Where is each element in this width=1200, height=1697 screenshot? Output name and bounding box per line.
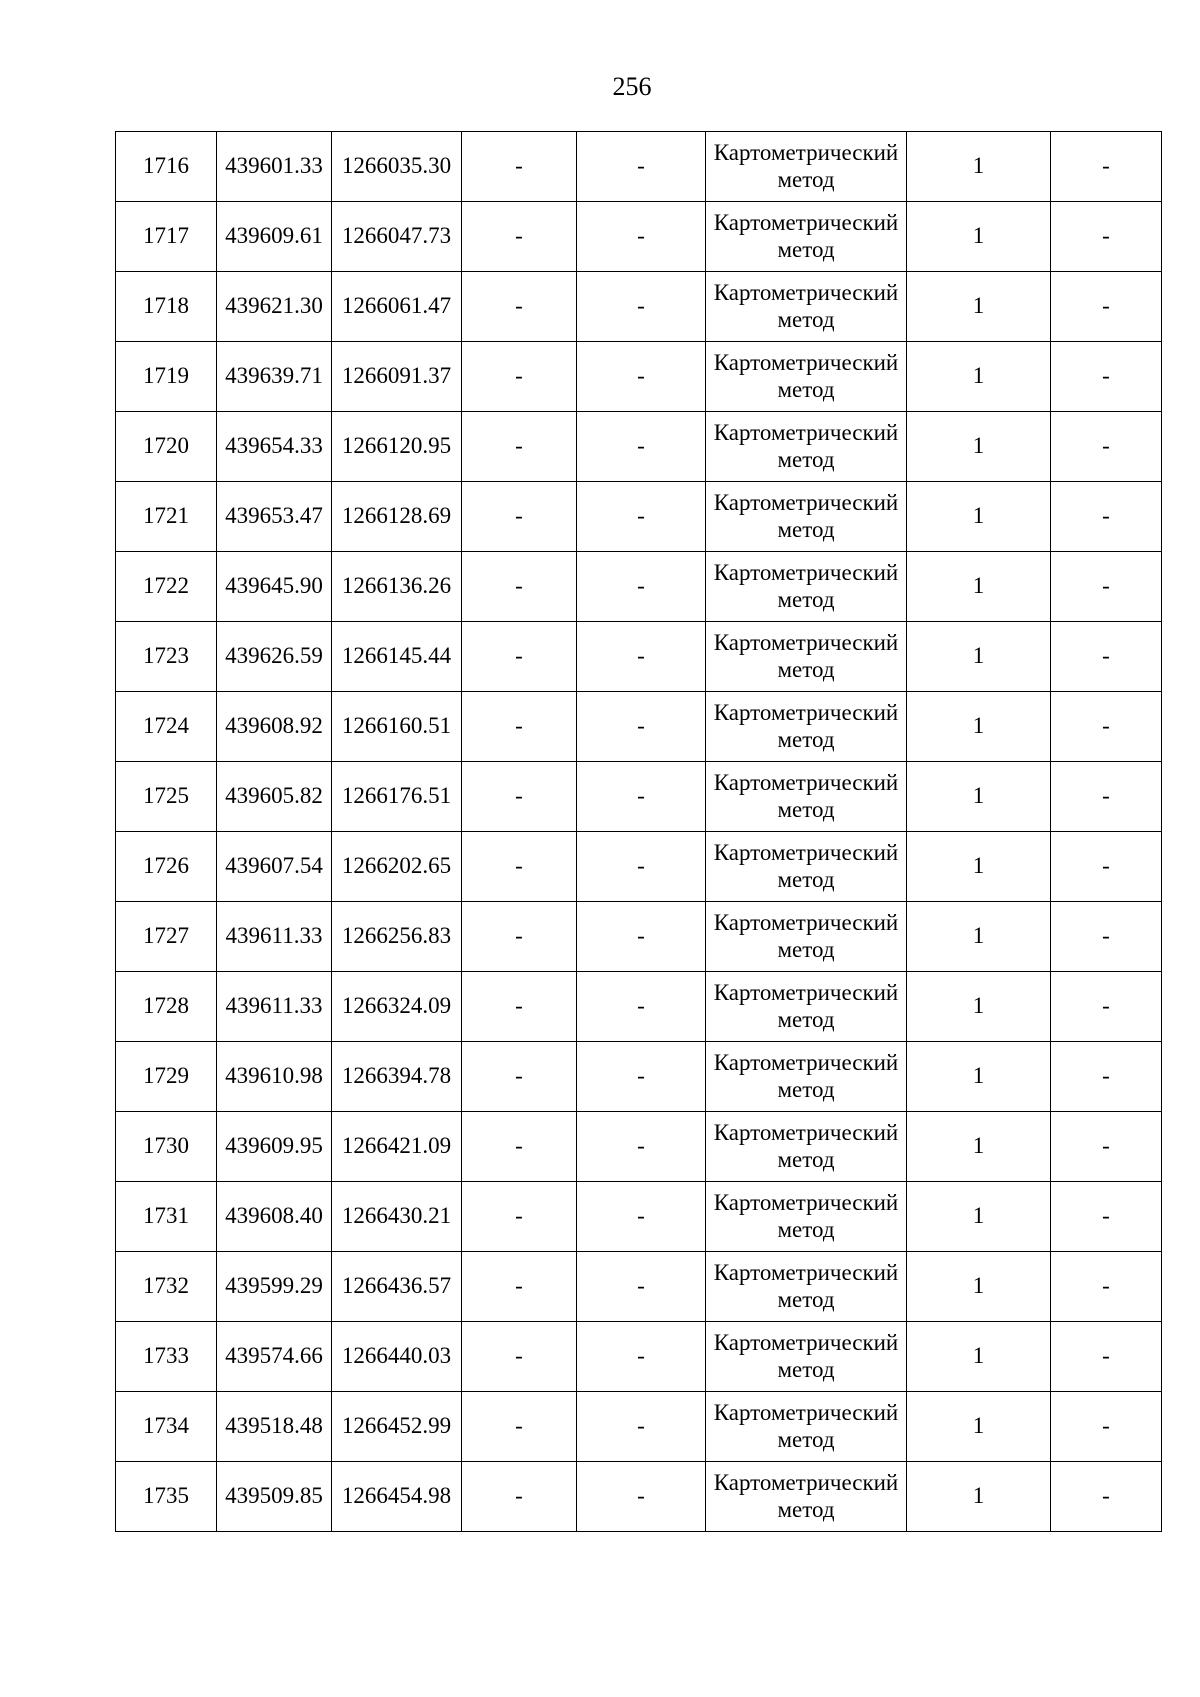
point-number-cell: 1732 (116, 1252, 217, 1322)
point-number-cell: 1724 (116, 692, 217, 762)
empty-value-cell: - (1051, 412, 1162, 482)
method-cell (706, 132, 907, 202)
accuracy-cell: 1 (907, 972, 1051, 1042)
empty-value-cell: - (462, 692, 577, 762)
point-number-cell: 1717 (116, 202, 217, 272)
method-cell (706, 1462, 907, 1532)
empty-value-cell: - (577, 1112, 706, 1182)
empty-value-cell: - (577, 412, 706, 482)
empty-value-cell: - (462, 202, 577, 272)
method-cell (706, 972, 907, 1042)
accuracy-cell: 1 (907, 832, 1051, 902)
accuracy-cell: 1 (907, 412, 1051, 482)
accuracy-cell: 1 (907, 202, 1051, 272)
empty-value-cell: - (577, 342, 706, 412)
method-cell (706, 1182, 907, 1252)
method-text: метод (777, 796, 835, 822)
point-number-cell: 1735 (116, 1462, 217, 1532)
empty-value-cell: - (462, 1322, 577, 1392)
y-coordinate-cell: 1266091.37 (332, 342, 462, 412)
empty-value-cell: - (1051, 1182, 1162, 1252)
empty-value-cell: - (577, 972, 706, 1042)
table-row (116, 1182, 1162, 1252)
method-text: метод (777, 516, 835, 542)
empty-value-cell: - (1051, 622, 1162, 692)
point-number-cell: 1729 (116, 1042, 217, 1112)
table-row (116, 1392, 1162, 1462)
empty-value-cell: - (577, 1462, 706, 1532)
point-number-cell: 1727 (116, 902, 217, 972)
empty-value-cell: - (577, 552, 706, 622)
x-coordinate-cell: 439609.95 (217, 1112, 332, 1182)
table-row (116, 132, 1162, 202)
empty-value-cell: - (462, 1182, 577, 1252)
empty-value-cell: - (577, 622, 706, 692)
accuracy-cell: 1 (907, 762, 1051, 832)
method-text: метод (777, 1216, 835, 1242)
y-coordinate-cell: 1266394.78 (332, 1042, 462, 1112)
empty-value-cell: - (577, 1182, 706, 1252)
accuracy-cell: 1 (907, 1322, 1051, 1392)
table-row (116, 972, 1162, 1042)
table-row (116, 552, 1162, 622)
table-row (116, 202, 1162, 272)
table-row (116, 692, 1162, 762)
table-row (116, 272, 1162, 342)
page-number: 256 (612, 72, 652, 101)
method-cell (706, 1112, 907, 1182)
empty-value-cell: - (577, 1392, 706, 1462)
y-coordinate-cell: 1266160.51 (332, 692, 462, 762)
empty-value-cell: - (1051, 832, 1162, 902)
empty-value-cell: - (462, 622, 577, 692)
method-text: Картометрический (713, 140, 899, 166)
method-text: Картометрический (713, 910, 899, 936)
empty-value-cell: - (577, 1252, 706, 1322)
empty-value-cell: - (577, 1322, 706, 1392)
empty-value-cell: - (1051, 1252, 1162, 1322)
accuracy-cell: 1 (907, 1392, 1051, 1462)
method-text: метод (777, 866, 835, 892)
accuracy-cell: 1 (907, 902, 1051, 972)
point-number-cell: 1716 (116, 132, 217, 202)
method-cell (706, 902, 907, 972)
x-coordinate-cell: 439626.59 (217, 622, 332, 692)
empty-value-cell: - (1051, 132, 1162, 202)
x-coordinate-cell: 439608.40 (217, 1182, 332, 1252)
accuracy-cell: 1 (907, 692, 1051, 762)
table-row (116, 1322, 1162, 1392)
method-cell (706, 692, 907, 762)
accuracy-cell: 1 (907, 1042, 1051, 1112)
method-cell (706, 1392, 907, 1462)
empty-value-cell: - (462, 1392, 577, 1462)
empty-value-cell: - (1051, 552, 1162, 622)
x-coordinate-cell: 439609.61 (217, 202, 332, 272)
method-text: метод (777, 1006, 835, 1032)
x-coordinate-cell: 439610.98 (217, 1042, 332, 1112)
method-cell (706, 202, 907, 272)
point-number-cell: 1730 (116, 1112, 217, 1182)
x-coordinate-cell: 439621.30 (217, 272, 332, 342)
x-coordinate-cell: 439605.82 (217, 762, 332, 832)
x-coordinate-cell: 439599.29 (217, 1252, 332, 1322)
empty-value-cell: - (577, 132, 706, 202)
empty-value-cell: - (577, 202, 706, 272)
empty-value-cell: - (1051, 692, 1162, 762)
accuracy-cell: 1 (907, 272, 1051, 342)
empty-value-cell: - (462, 132, 577, 202)
empty-value-cell: - (462, 342, 577, 412)
method-text: метод (777, 376, 835, 402)
accuracy-cell: 1 (907, 622, 1051, 692)
table-row (116, 622, 1162, 692)
coordinates-table (115, 131, 1162, 1532)
method-text: метод (777, 306, 835, 332)
method-text: метод (777, 1426, 835, 1452)
table-row (116, 1252, 1162, 1322)
y-coordinate-cell: 1266061.47 (332, 272, 462, 342)
point-number-cell: 1726 (116, 832, 217, 902)
method-text: Картометрический (713, 840, 899, 866)
y-coordinate-cell: 1266421.09 (332, 1112, 462, 1182)
y-coordinate-cell: 1266202.65 (332, 832, 462, 902)
empty-value-cell: - (1051, 1322, 1162, 1392)
method-text: Картометрический (713, 630, 899, 656)
empty-value-cell: - (462, 1252, 577, 1322)
table-body (116, 132, 1162, 1532)
method-text: метод (777, 936, 835, 962)
method-text: Картометрический (713, 1400, 899, 1426)
empty-value-cell: - (577, 762, 706, 832)
y-coordinate-cell: 1266035.30 (332, 132, 462, 202)
method-text: Картометрический (713, 420, 899, 446)
empty-value-cell: - (577, 1042, 706, 1112)
point-number-cell: 1731 (116, 1182, 217, 1252)
empty-value-cell: - (462, 1042, 577, 1112)
point-number-cell: 1720 (116, 412, 217, 482)
method-text: метод (777, 166, 835, 192)
x-coordinate-cell: 439653.47 (217, 482, 332, 552)
empty-value-cell: - (462, 1112, 577, 1182)
accuracy-cell: 1 (907, 1252, 1051, 1322)
y-coordinate-cell: 1266324.09 (332, 972, 462, 1042)
table-row (116, 832, 1162, 902)
table-row (116, 412, 1162, 482)
point-number-cell: 1733 (116, 1322, 217, 1392)
accuracy-cell: 1 (907, 482, 1051, 552)
x-coordinate-cell: 439611.33 (217, 972, 332, 1042)
accuracy-cell: 1 (907, 1182, 1051, 1252)
method-cell (706, 342, 907, 412)
method-text: Картометрический (713, 1260, 899, 1286)
empty-value-cell: - (1051, 272, 1162, 342)
method-text: Картометрический (713, 1330, 899, 1356)
method-cell (706, 412, 907, 482)
method-text: метод (777, 1286, 835, 1312)
empty-value-cell: - (462, 1462, 577, 1532)
method-text: Картометрический (713, 490, 899, 516)
empty-value-cell: - (1051, 202, 1162, 272)
empty-value-cell: - (1051, 902, 1162, 972)
method-text: Картометрический (713, 350, 899, 376)
empty-value-cell: - (577, 832, 706, 902)
empty-value-cell: - (462, 412, 577, 482)
x-coordinate-cell: 439601.33 (217, 132, 332, 202)
table-row (116, 482, 1162, 552)
x-coordinate-cell: 439574.66 (217, 1322, 332, 1392)
empty-value-cell: - (1051, 1462, 1162, 1532)
empty-value-cell: - (462, 972, 577, 1042)
y-coordinate-cell: 1266452.99 (332, 1392, 462, 1462)
table-row (116, 342, 1162, 412)
empty-value-cell: - (462, 762, 577, 832)
empty-value-cell: - (1051, 482, 1162, 552)
method-cell (706, 552, 907, 622)
method-text: метод (777, 446, 835, 472)
empty-value-cell: - (577, 902, 706, 972)
method-text: Картометрический (713, 770, 899, 796)
accuracy-cell: 1 (907, 1462, 1051, 1532)
method-text: Картометрический (713, 1470, 899, 1496)
table-row (116, 1042, 1162, 1112)
point-number-cell: 1728 (116, 972, 217, 1042)
empty-value-cell: - (1051, 1392, 1162, 1462)
y-coordinate-cell: 1266145.44 (332, 622, 462, 692)
accuracy-cell: 1 (907, 132, 1051, 202)
y-coordinate-cell: 1266136.26 (332, 552, 462, 622)
y-coordinate-cell: 1266436.57 (332, 1252, 462, 1322)
accuracy-cell: 1 (907, 342, 1051, 412)
method-cell (706, 272, 907, 342)
method-text: Картометрический (713, 280, 899, 306)
x-coordinate-cell: 439509.85 (217, 1462, 332, 1532)
x-coordinate-cell: 439611.33 (217, 902, 332, 972)
empty-value-cell: - (462, 902, 577, 972)
point-number-cell: 1734 (116, 1392, 217, 1462)
method-text: метод (777, 1496, 835, 1522)
method-text: метод (777, 1146, 835, 1172)
empty-value-cell: - (1051, 1112, 1162, 1182)
empty-value-cell: - (462, 832, 577, 902)
point-number-cell: 1721 (116, 482, 217, 552)
point-number-cell: 1719 (116, 342, 217, 412)
y-coordinate-cell: 1266047.73 (332, 202, 462, 272)
method-text: Картометрический (713, 980, 899, 1006)
method-cell (706, 832, 907, 902)
method-text: Картометрический (713, 1190, 899, 1216)
x-coordinate-cell: 439654.33 (217, 412, 332, 482)
method-text: Картометрический (713, 1120, 899, 1146)
method-text: метод (777, 1076, 835, 1102)
x-coordinate-cell: 439607.54 (217, 832, 332, 902)
empty-value-cell: - (462, 482, 577, 552)
empty-value-cell: - (577, 482, 706, 552)
empty-value-cell: - (577, 272, 706, 342)
method-text: метод (777, 656, 835, 682)
method-cell (706, 762, 907, 832)
x-coordinate-cell: 439639.71 (217, 342, 332, 412)
y-coordinate-cell: 1266430.21 (332, 1182, 462, 1252)
y-coordinate-cell: 1266256.83 (332, 902, 462, 972)
point-number-cell: 1718 (116, 272, 217, 342)
x-coordinate-cell: 439518.48 (217, 1392, 332, 1462)
x-coordinate-cell: 439608.92 (217, 692, 332, 762)
method-text: Картометрический (713, 1050, 899, 1076)
empty-value-cell: - (462, 272, 577, 342)
table-row (116, 1462, 1162, 1532)
point-number-cell: 1722 (116, 552, 217, 622)
accuracy-cell: 1 (907, 552, 1051, 622)
method-text: Картометрический (713, 210, 899, 236)
method-cell (706, 482, 907, 552)
method-cell (706, 622, 907, 692)
y-coordinate-cell: 1266120.95 (332, 412, 462, 482)
y-coordinate-cell: 1266454.98 (332, 1462, 462, 1532)
method-cell (706, 1252, 907, 1322)
empty-value-cell: - (1051, 342, 1162, 412)
empty-value-cell: - (462, 552, 577, 622)
accuracy-cell: 1 (907, 1112, 1051, 1182)
method-cell (706, 1042, 907, 1112)
table-row (116, 762, 1162, 832)
method-cell (706, 1322, 907, 1392)
point-number-cell: 1725 (116, 762, 217, 832)
method-text: метод (777, 586, 835, 612)
x-coordinate-cell: 439645.90 (217, 552, 332, 622)
method-text: метод (777, 726, 835, 752)
table-row (116, 902, 1162, 972)
y-coordinate-cell: 1266128.69 (332, 482, 462, 552)
y-coordinate-cell: 1266440.03 (332, 1322, 462, 1392)
empty-value-cell: - (1051, 1042, 1162, 1112)
method-text: метод (777, 1356, 835, 1382)
point-number-cell: 1723 (116, 622, 217, 692)
y-coordinate-cell: 1266176.51 (332, 762, 462, 832)
table-row (116, 1112, 1162, 1182)
method-text: метод (777, 236, 835, 262)
empty-value-cell: - (1051, 972, 1162, 1042)
empty-value-cell: - (577, 692, 706, 762)
method-text: Картометрический (713, 560, 899, 586)
method-text: Картометрический (713, 700, 899, 726)
empty-value-cell: - (1051, 762, 1162, 832)
